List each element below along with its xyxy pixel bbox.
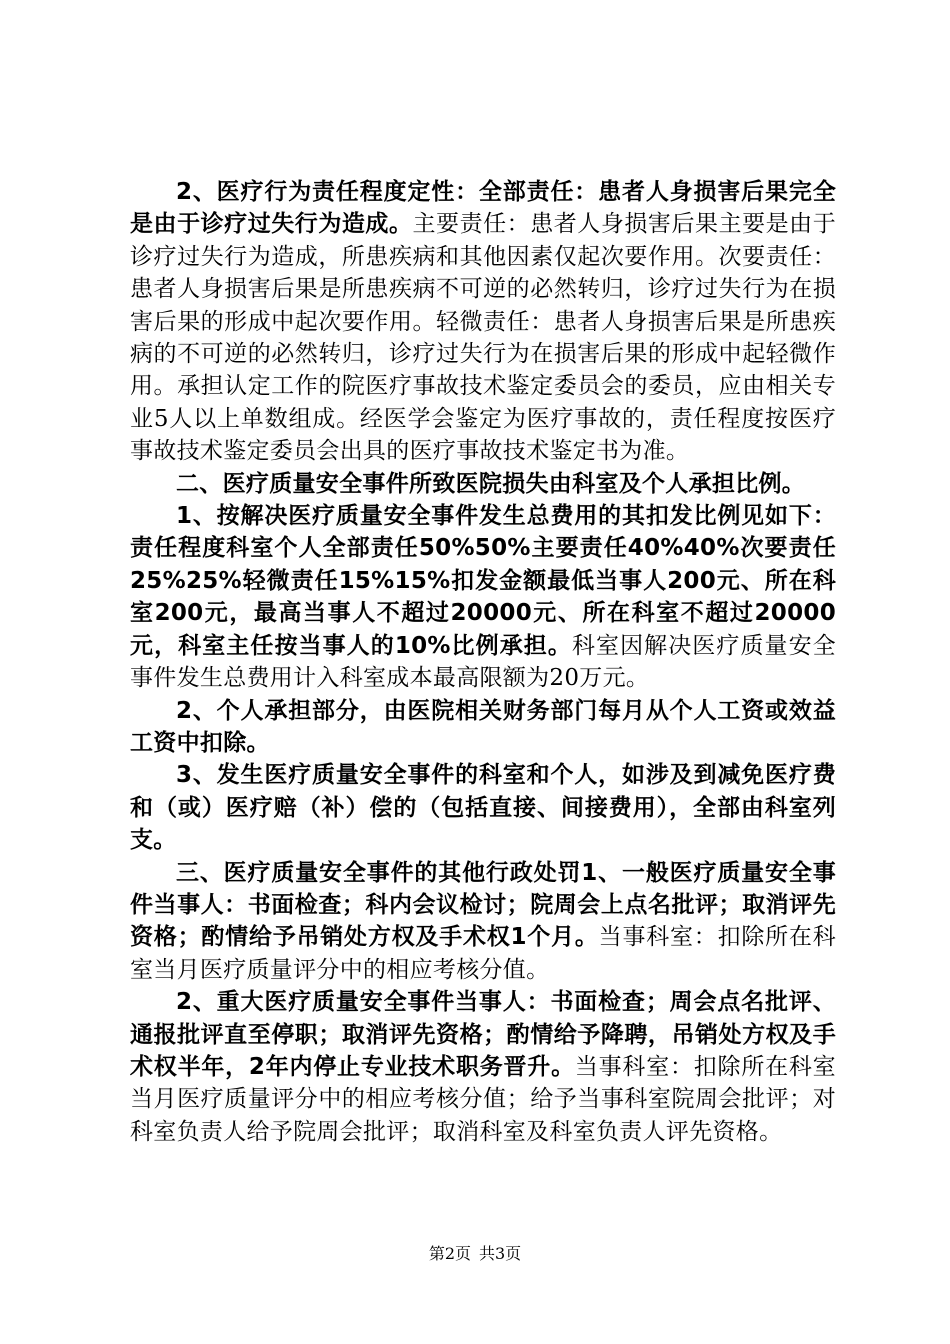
paragraph-deduction-ratio xyxy=(130,500,836,694)
paragraph-liability-definition xyxy=(130,176,836,468)
paragraph-text-bold: 2、个人承担部分，由医院相关财务部门每月从个人工资或效益工资中扣除。 xyxy=(130,697,836,756)
paragraph-text-bold: 2、重大医疗质量安全事件当事人：书面检查；周会点名批评、通报批评直至停职；取消评先资格；酌情给予降聘，吊销处方权及手术权半年，2年内停止专业技术职务晋升。 xyxy=(130,989,836,1080)
paragraph-text: 主要责任：患者人身损害后果主要是由于诊疗过失行为造成，所患疾病和其他因素仅起次要作用。次要责任：患者人身损害后果是所患疾病不可逆的必然转归，诊疗过失行为在损害后果的形成中起次要作用。轻微责任：患者人身损害后果是所患疾病的不可逆的必然转归，诊疗过失行为在损害后果的形成中起轻微作用。承担认定工作的院医疗事故技术鉴定委员会的委员，应由相关专业5人以上单数组成。经医学会鉴定为医疗事故的，责任程度按医疗事故技术鉴定委员会出具的医疗事故技术鉴定书为准。 xyxy=(130,211,836,465)
paragraph-text-bold: 3、发生医疗质量安全事件的科室和个人，如涉及到减免医疗费和（或）医疗赔（补）偿的（包括直接、间接费用），全部由科室列支。 xyxy=(130,762,836,854)
paragraph-personal-deduction xyxy=(130,695,836,760)
page-footer xyxy=(0,1244,950,1264)
page-total: 共3页 xyxy=(479,1244,522,1263)
paragraph-text: 科室因解决医疗质量安全事件发生总费用计入科室成本最高限额为20万元。 xyxy=(130,632,836,692)
paragraph-text-bold: 三、医疗质量安全事件的其他行政处罚1、一般医疗质量安全事件当事人：书面检查；科内会议检讨；院周会上点名批评；取消评先资格；酌情给予吊销处方权及手术权1个月。 xyxy=(130,859,836,951)
paragraph-text-bold: 2、医疗行为责任程度定性：全部责任：患者人身损害后果完全是由于诊疗过失行为造成。 xyxy=(130,179,836,238)
paragraph-text-bold: 1、按解决医疗质量安全事件发生总费用的其扣发比例见如下：责任程度科室个人全部责任50%50%主要责任40%40%次要责任25%25%轻微责任15%15%扣发金额最低当事人200元、所在科室200元，最高当事人不超过20000元、所在科室不超过20000元，科室主任按当事人的10%比例承担。 xyxy=(130,503,836,659)
document-body xyxy=(130,176,836,1148)
paragraph-text: 当事科室：扣除所在科室当月医疗质量评分中的相应考核分值。 xyxy=(130,924,836,983)
paragraph-department-expense xyxy=(130,759,836,856)
paragraph-text-bold: 二、医疗质量安全事件所致医院损失由科室及个人承担比例。 xyxy=(176,470,806,497)
paragraph-major-penalty xyxy=(130,986,836,1148)
paragraph-general-penalty xyxy=(130,857,836,987)
page-number: 第2页 xyxy=(428,1244,471,1263)
section-heading-loss-sharing xyxy=(130,468,836,500)
paragraph-text: 当事科室：扣除所在科室当月医疗质量评分中的相应考核分值；给予当事科室院周会批评；对科室负责人给予院周会批评；取消科室及科室负责人评先资格。 xyxy=(130,1053,836,1145)
